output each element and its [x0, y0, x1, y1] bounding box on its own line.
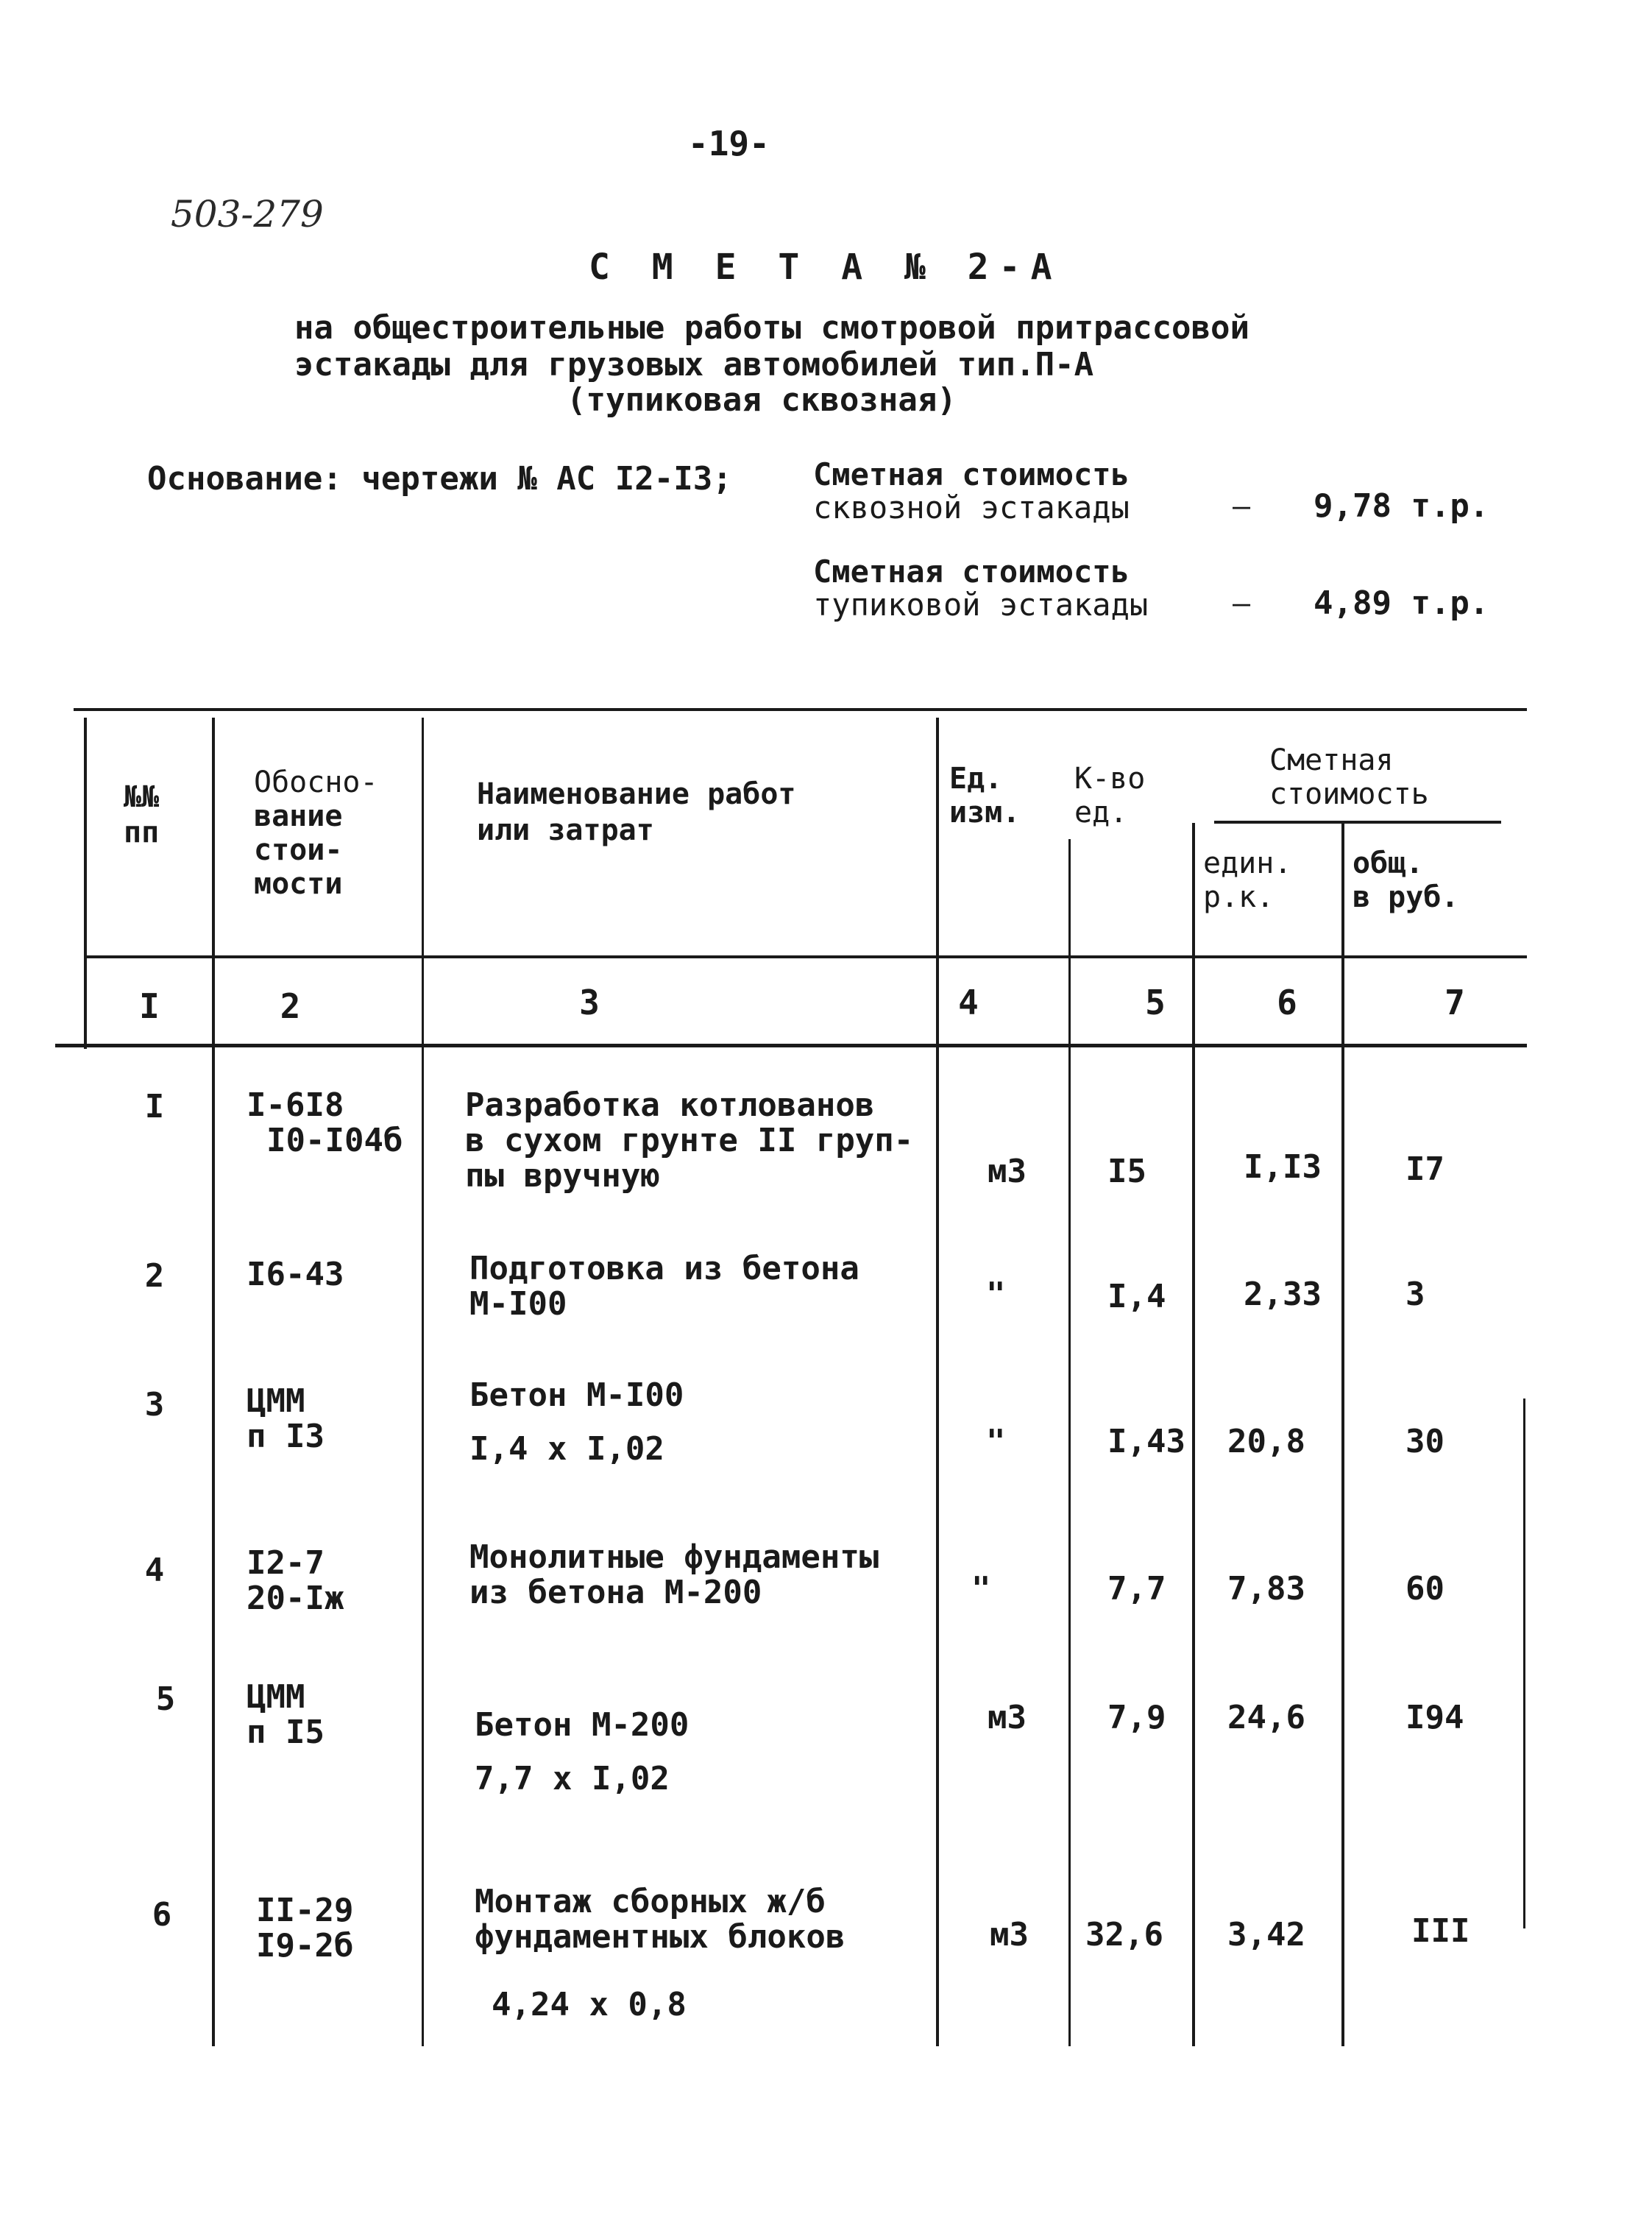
row-6-basis-1: II-29: [256, 1892, 354, 1929]
col-divider-1: [212, 718, 215, 2046]
row-5-basis-2: п I5: [247, 1714, 325, 1751]
header-basis-1: Обосно-: [254, 765, 378, 799]
row-3-unit-cost: 20,8: [1227, 1423, 1305, 1460]
row-6-basis-2: I9-2б: [256, 1927, 354, 1965]
row-5-unit: м3: [988, 1699, 1027, 1736]
header-cost-group-2: стоимость: [1269, 777, 1429, 811]
row-3-num: 3: [144, 1386, 165, 1424]
row-5-name-1: Бетон М-200: [475, 1706, 689, 1744]
table-top-border: [74, 708, 1527, 711]
row-4-unit: ": [971, 1570, 991, 1608]
row-4-total: 60: [1405, 1570, 1444, 1608]
header-num-1: №№: [124, 780, 160, 814]
row-3-total: 30: [1405, 1423, 1444, 1460]
table-right-border: [1523, 1399, 1525, 1928]
column-number-6: 6: [1277, 983, 1297, 1022]
header-qty-1: К-во: [1074, 762, 1146, 796]
row-5-name-2: 7,7 x I,02: [475, 1760, 670, 1797]
row-2-basis-1: I6-43: [247, 1256, 344, 1293]
cost-1-dash: –: [1233, 489, 1251, 523]
row-2-qty: I,4: [1107, 1278, 1166, 1315]
row-6-unit: м3: [990, 1916, 1029, 1953]
col-divider-2: [422, 718, 424, 2046]
basis-line: Основание: чертежи № АС I2-I3;: [147, 460, 732, 498]
row-1-qty: I5: [1107, 1153, 1146, 1190]
header-qty-2: ед.: [1074, 796, 1128, 830]
page-number: -19-: [688, 124, 770, 163]
row-4-name-2: из бетона М-200: [469, 1574, 762, 1611]
column-number-1: I: [139, 986, 160, 1026]
row-2-total: 3: [1405, 1276, 1425, 1313]
row-2-name-2: М-I00: [469, 1285, 567, 1323]
row-4-num: 4: [144, 1552, 165, 1589]
cost-1-value: 9,78 т.р.: [1314, 487, 1489, 525]
row-1-unit: м3: [988, 1153, 1027, 1190]
column-numbers-bottom-border: [55, 1044, 1527, 1047]
row-1-basis-2: I0-I04б: [266, 1122, 403, 1159]
header-total-cost-2: в руб.: [1353, 880, 1459, 914]
row-6-total: III: [1411, 1912, 1470, 1950]
row-6-qty: 32,6: [1085, 1916, 1163, 1953]
row-1-name-2: в сухом грунте II груп-: [465, 1122, 914, 1159]
header-unit-2: изм.: [949, 796, 1021, 830]
header-total-cost-1: общ.: [1353, 846, 1424, 880]
row-1-total: I7: [1405, 1150, 1444, 1188]
row-2-num: 2: [144, 1257, 165, 1295]
row-1-basis-1: I-6I8: [247, 1086, 344, 1124]
cost-2-label-line-1: Сметная стоимость: [813, 554, 1130, 590]
column-number-2: 2: [280, 986, 301, 1026]
header-bottom-border: [85, 955, 1527, 958]
header-name-1: Наименование работ: [477, 777, 796, 811]
row-6-name-2: фундаментных блоков: [475, 1918, 846, 1956]
row-2-unit-cost: 2,33: [1244, 1276, 1322, 1313]
row-6-name-1: Монтаж сборных ж/б: [475, 1883, 826, 1920]
row-1-num: I: [144, 1088, 165, 1125]
cost-group-divider: [1214, 821, 1501, 824]
column-number-4: 4: [958, 983, 979, 1022]
row-1-name-1: Разработка котлованов: [465, 1086, 875, 1124]
cost-1-label-line-2: сквозной эстакады: [813, 489, 1130, 526]
row-4-name-1: Монолитные фундаменты: [469, 1538, 879, 1576]
header-unit-cost-2: р.к.: [1203, 880, 1275, 914]
header-unit-1: Ед.: [949, 762, 1003, 796]
row-4-qty: 7,7: [1107, 1570, 1166, 1608]
row-3-qty: I,43: [1107, 1423, 1185, 1460]
header-basis-4: мости: [254, 867, 343, 901]
row-3-unit: ": [986, 1423, 1006, 1460]
header-basis-2: вание: [254, 799, 343, 833]
cost-2-label-line-2: тупиковой эстакады: [813, 587, 1149, 623]
cost-2-dash: –: [1233, 587, 1251, 620]
row-6-unit-cost: 3,42: [1227, 1916, 1305, 1953]
row-5-unit-cost: 24,6: [1227, 1699, 1305, 1736]
row-1-name-3: пы вручную: [465, 1157, 660, 1195]
column-number-3: 3: [579, 983, 600, 1022]
row-4-basis-1: I2-7: [247, 1544, 325, 1582]
row-2-name-1: Подготовка из бетона: [469, 1250, 859, 1287]
row-1-unit-cost: I,I3: [1244, 1148, 1322, 1186]
row-3-name-1: Бетон М-I00: [469, 1376, 684, 1414]
subtitle-line-1: на общестроительные работы смотровой притрассовой: [294, 309, 1250, 347]
header-basis-3: стои-: [254, 833, 343, 867]
row-6-num: 6: [152, 1896, 172, 1934]
row-4-unit-cost: 7,83: [1227, 1570, 1305, 1608]
col-divider-3: [936, 718, 939, 2046]
header-unit-cost-1: един.: [1203, 846, 1292, 880]
subtitle-line-3: (тупиковая сквозная): [567, 381, 957, 419]
header-cost-group-1: Сметная: [1269, 743, 1394, 777]
row-3-basis-1: ЦММ: [247, 1382, 305, 1420]
row-6-name-3: 4,24 x 0,8: [492, 1986, 687, 2023]
header-name-2: или затрат: [477, 813, 654, 847]
header-num-2: пп: [124, 816, 160, 849]
row-2-unit: ": [986, 1276, 1006, 1313]
cost-1-label-line-1: Сметная стоимость: [813, 456, 1130, 492]
row-5-qty: 7,9: [1107, 1699, 1166, 1736]
row-5-total: I94: [1405, 1699, 1464, 1736]
row-3-name-2: I,4 x I,02: [469, 1430, 664, 1468]
row-4-basis-2: 20-Iж: [247, 1580, 344, 1617]
document-code: 503-279: [171, 193, 324, 236]
column-number-5: 5: [1145, 983, 1166, 1022]
row-5-num: 5: [155, 1680, 176, 1718]
column-number-7: 7: [1444, 983, 1465, 1022]
row-5-basis-1: ЦММ: [247, 1678, 305, 1716]
row-3-basis-2: п I3: [247, 1418, 325, 1455]
document-title: С М Е Т А № 2-А: [589, 247, 1063, 288]
cost-2-value: 4,89 т.р.: [1314, 584, 1489, 622]
subtitle-line-2: эстакады для грузовых автомобилей тип.П-А: [294, 346, 1094, 383]
